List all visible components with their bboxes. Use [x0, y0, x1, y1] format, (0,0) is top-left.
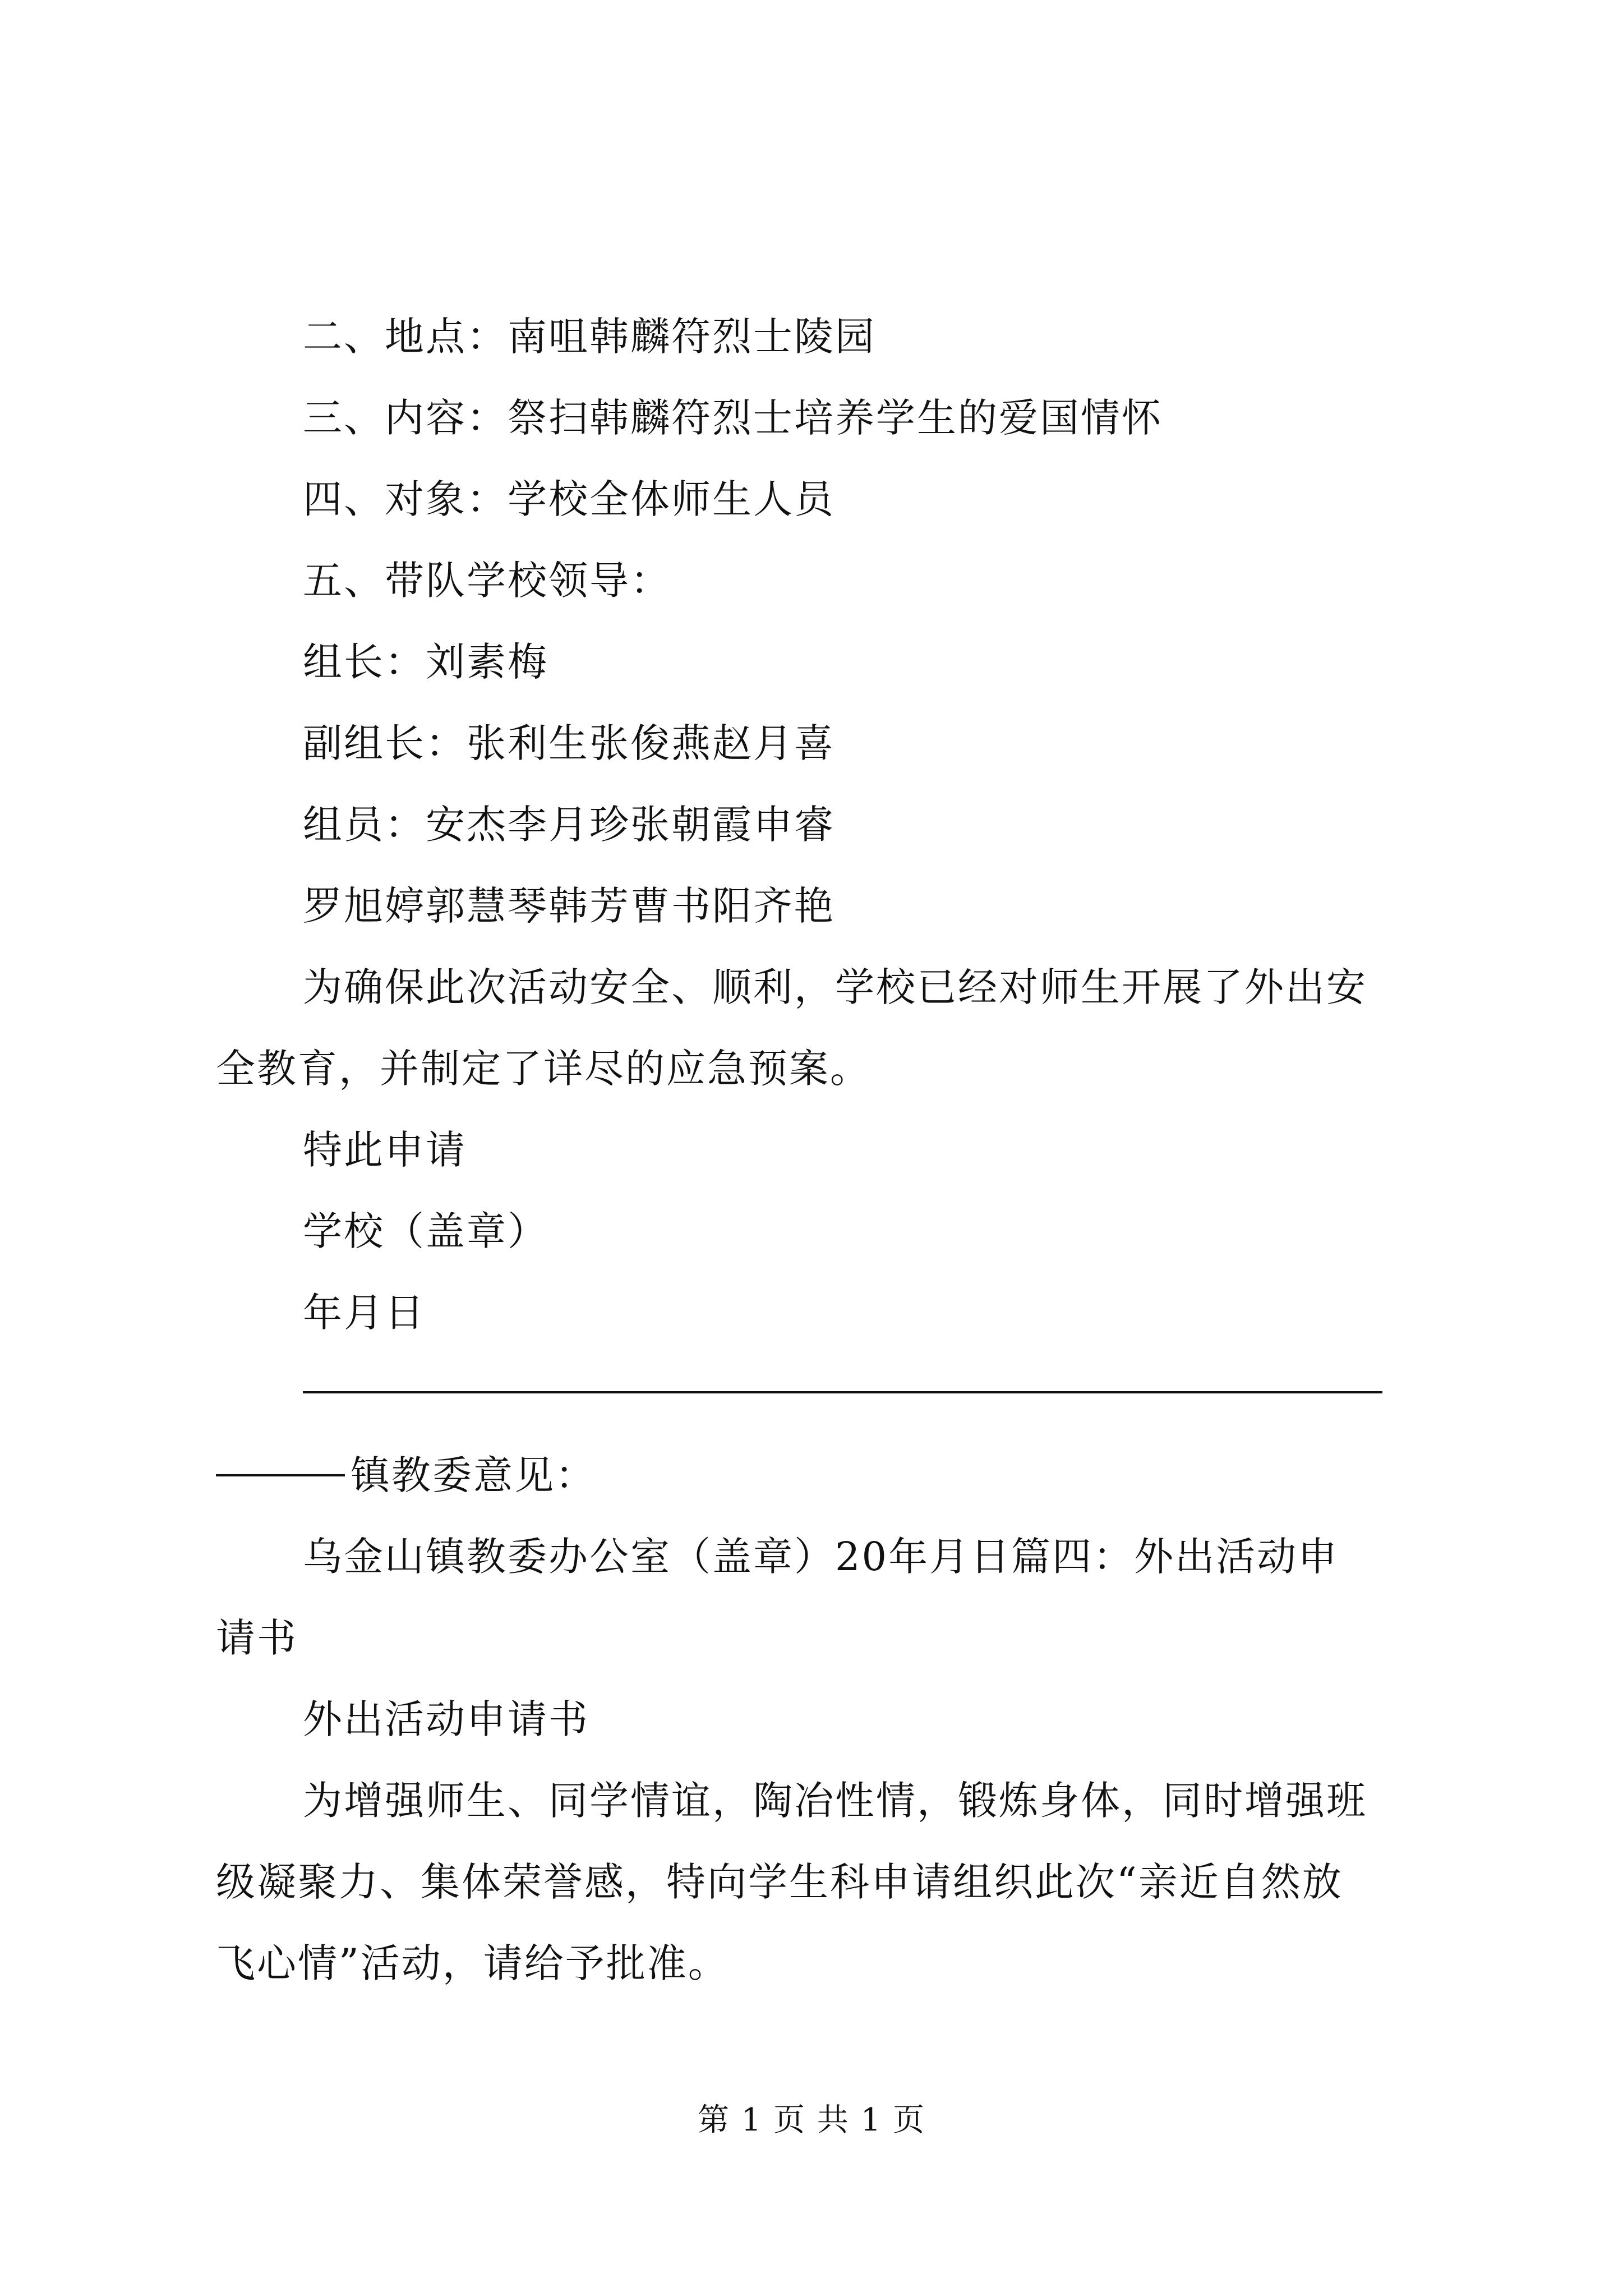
page-footer: 第 1 页 共 1 页	[697, 2102, 926, 2138]
paragraph-purpose-line3: 飞心情”活动，请给予批准。	[216, 1940, 729, 1986]
text-line-request: 特此申请	[303, 1127, 467, 1173]
section-title: 外出活动申请书	[303, 1696, 589, 1742]
text-line-content: 三、内容：祭扫韩麟符烈士培养学生的爱国情怀	[303, 395, 1163, 441]
text-line-location: 二、地点：南咀韩麟符烈士陵园	[303, 314, 876, 360]
paragraph-safety-line2: 全教育，并制定了详尽的应急预案。	[216, 1046, 871, 1092]
text-line-target: 四、对象：学校全体师生人员	[303, 476, 835, 522]
text-line-members: 组员：安杰李月珍张朝霞申睿	[303, 802, 835, 848]
paragraph-safety-line1: 为确保此次活动安全、顺利，学校已经对师生开展了外出安	[303, 964, 1367, 1010]
text-line-group-leader: 组长：刘素梅	[303, 639, 548, 685]
text-line-school-seal: 学校（盖章）	[303, 1208, 548, 1254]
paragraph-purpose-line1: 为增强师生、同学情谊，陶冶性情，锻炼身体，同时增强班	[303, 1778, 1367, 1824]
paragraph-office-line2: 请书	[216, 1615, 298, 1661]
text-line-committee-opinion: 镇教委意见：	[351, 1452, 596, 1498]
paragraph-office-line1: 乌金山镇教委办公室（盖章）20年月日篇四：外出活动申	[303, 1534, 1339, 1580]
text-line-members-cont: 罗旭婷郭慧琴韩芳曹书阳齐艳	[303, 883, 835, 929]
paragraph-purpose-line2: 级凝聚力、集体荣誉感，特向学生科申请组织此次“亲近自然放	[216, 1859, 1343, 1905]
separator-line	[303, 1391, 1382, 1393]
text-line-leaders-heading: 五、带队学校领导：	[303, 558, 671, 604]
text-line-deputy-leader: 副组长：张利生张俊燕赵月喜	[303, 720, 835, 766]
separator-line-cont	[216, 1474, 345, 1476]
text-line-date: 年月日	[303, 1290, 426, 1336]
